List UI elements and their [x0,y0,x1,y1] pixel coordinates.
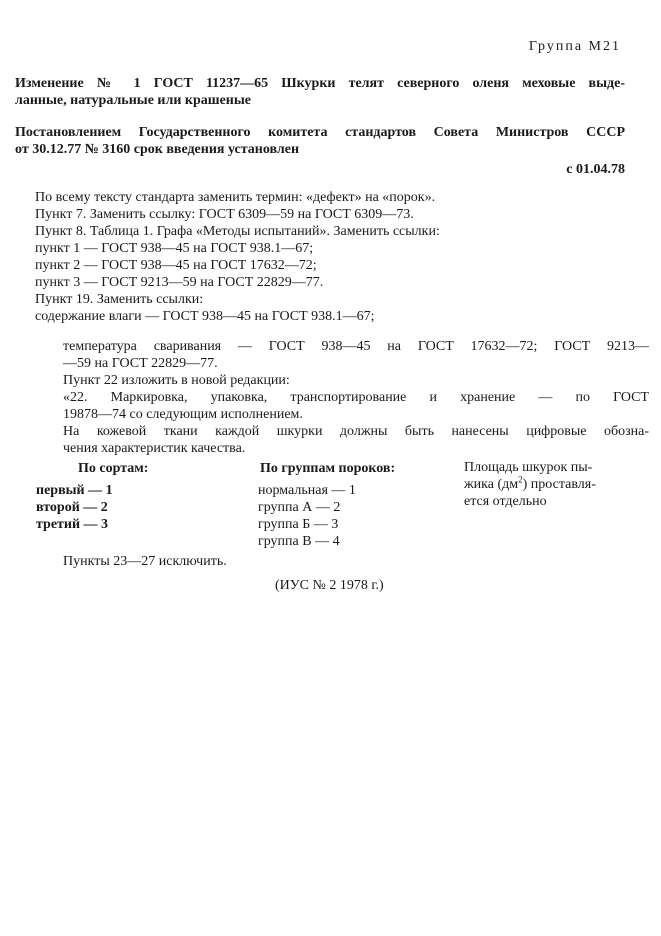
temperature-line2: —59 на ГОСТ 22829—77. [63,356,218,371]
change-item: Пункт 7. Заменить ссылку: ГОСТ 6309—59 на ГОСТ 6309—73. [35,207,414,222]
point22-line4: На кожевой ткани каждой шкурки должны быть нанесены цифровые обозна- [63,424,649,439]
point22-line5: чения характеристик качества. [63,441,246,456]
temperature-line1: температура сваривания — ГОСТ 938—45 на ГОСТ 17632—72; ГОСТ 9213— [63,339,649,354]
point22-line1: Пункт 22 изложить в новой редакции: [63,373,290,388]
defect-group-item: группа В — 4 [258,534,340,549]
decree-line1: Постановлением Государственного комитета стандартов Совета Министров СССР [15,125,625,140]
point22-line3: 19878—74 со следующим исполнением. [63,407,303,422]
exclusion-text: Пункты 23—27 исключить. [63,554,227,569]
change-item: По всему тексту стандарта заменить термин: «дефект» на «порок». [35,190,436,205]
defect-group-item: нормальная — 1 [258,483,356,498]
defect-groups-header: По группам пороков: [260,461,396,476]
note-superscript: 2 [518,474,523,485]
defect-group-item: группа А — 2 [258,500,341,515]
decree-line2: от 30.12.77 № 3160 срок введения установлен [15,142,300,157]
change-item: Пункт 19. Заменить ссылки: [35,292,204,307]
change-item: содержание влаги — ГОСТ 938—45 на ГОСТ 938.1—67; [35,309,375,324]
source-reference: (ИУС № 2 1978 г.) [275,578,384,593]
note-line3: ется отдельно [464,494,547,509]
change-item: пункт 1 — ГОСТ 938—45 на ГОСТ 938.1—67; [35,241,314,256]
note-line2 [464,476,596,493]
document-title-line1: Изменение № 1 ГОСТ 11237—65 Шкурки телят северного оленя меховые выде- [15,76,625,91]
sort-item: второй — 2 [36,500,108,515]
change-item: пункт 3 — ГОСТ 9213—59 на ГОСТ 22829—77. [35,275,324,290]
note-line2-start: жика (дм [464,477,519,492]
change-item: Пункт 8. Таблица 1. Графа «Методы испытаний». Заменить ссылки: [35,224,440,239]
note-line1: Площадь шкурок пы- [464,460,593,475]
note-line2-end: ) проставля- [522,477,596,492]
sort-item: третий — 3 [36,517,109,532]
change-item: пункт 2 — ГОСТ 938—45 на ГОСТ 17632—72; [35,258,317,273]
sorts-header: По сортам: [78,461,149,476]
sort-item: первый — 1 [36,483,113,498]
group-code: Группа М21 [528,39,621,54]
effective-date: с 01.04.78 [566,162,625,177]
point22-line2: «22. Маркировка, упаковка, транспортирование и хранение — по ГОСТ [63,390,649,405]
defect-group-item: группа Б — 3 [258,517,339,532]
document-title-line2: ланные, натуральные или крашеные [15,93,251,108]
